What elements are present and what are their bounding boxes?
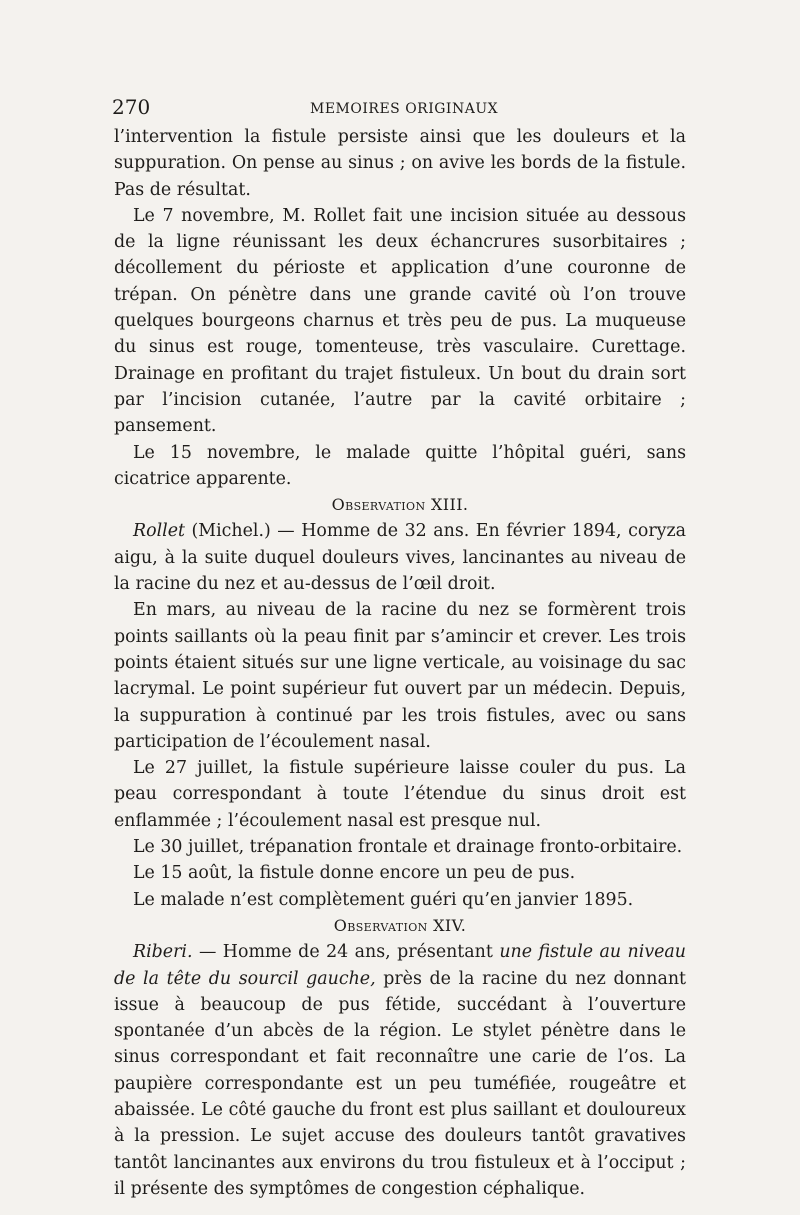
running-title: MEMOIRES ORIGINAUX (310, 101, 499, 117)
paragraph: Le 15 novembre, le malade quitte l’hôpital guéri, sans cicatrice apparente. (114, 442, 686, 489)
paragraph: Le 7 novembre, M. Rollet fait une incision située au dessous de la ligne réunissant les deux échancrures susorbitaires ; décollement du périoste et application d’une couronne de trépan. On pénètre dans une grande cavité où l’on trouve quelques bourgeons charnus et très peu de pus. La muqueuse du sinus est rouge, tomenteuse, très vasculaire. Curettage. Drainage en profitant du trajet fistuleux. Un bout du drain sort par l’incision cutanée, l’autre par la cavité orbitaire ; pansement. (114, 205, 686, 437)
page-number: 270 (112, 95, 151, 119)
body-text (114, 124, 686, 1202)
paragraph (114, 518, 686, 597)
observation-heading: Observation XIII. (331, 495, 469, 515)
patient-name: Rollet (133, 521, 185, 542)
paragraph-text: — Homme de 24 ans, présentant (192, 942, 500, 963)
emphasis-text: une fistule au niveau de la tête du sourcil gauche, (114, 942, 686, 989)
paragraph: Le 27 juillet, la fistule supérieure laisse couler du pus. La peau correspondant à toute l’étendue du sinus droit est enflammée ; l’écoulement nasal est presque nul. (114, 758, 686, 831)
paragraph-text: près de la racine du nez donnant issue à beaucoup de pus fétide, succédant à l’ouverture spontanée d’un abcès de la région. Le stylet pénètre dans le sinus correspondant et fait reconnaître une carie de l’os. La paupière correspondante est un peu tuméfiée, rougeâtre et abaissée. Le côté gauche du front est plus saillant et douloureux à la pression. Le sujet accuse des douleurs tantôt gravatives tantôt lancinantes aux environs du trou fistuleux et à l’occiput ; il présente des symptômes de congestion céphalique. (114, 968, 687, 1199)
paragraph (114, 939, 686, 1202)
paragraph-text: (Michel.) — Homme de 32 ans. En février 1894, coryza aigu, à la suite duquel douleurs vives, lancinantes au niveau de la racine du nez et au-dessus de l’œil droit. (114, 521, 686, 595)
paragraph: Le malade n’est complètement guéri qu’en janvier 1895. (133, 889, 634, 910)
patient-name: Riberi. (133, 942, 193, 963)
paragraph: l’intervention la fistule persiste ainsi que les douleurs et la suppuration. On pense au sinus ; on avive les bords de la fistule. Pas de résultat. (114, 127, 686, 200)
paragraph: Le 30 juillet, trépanation frontale et drainage fronto-orbitaire. (133, 837, 683, 858)
paragraph: Le 15 août, la fistule donne encore un peu de pus. (133, 863, 576, 884)
paragraph: En mars, au niveau de la racine du nez se formèrent trois points saillants où la peau finit par s’amincir et crever. Les trois points étaient situés sur une ligne verticale, au voisinage du sac lacrymal. Le point supérieur fut ouvert par un médecin. Depuis, la suppuration à continué par les trois fistules, avec ou sans participation de l’écoulement nasal. (114, 600, 686, 752)
observation-heading: Observation XIV. (333, 915, 467, 935)
